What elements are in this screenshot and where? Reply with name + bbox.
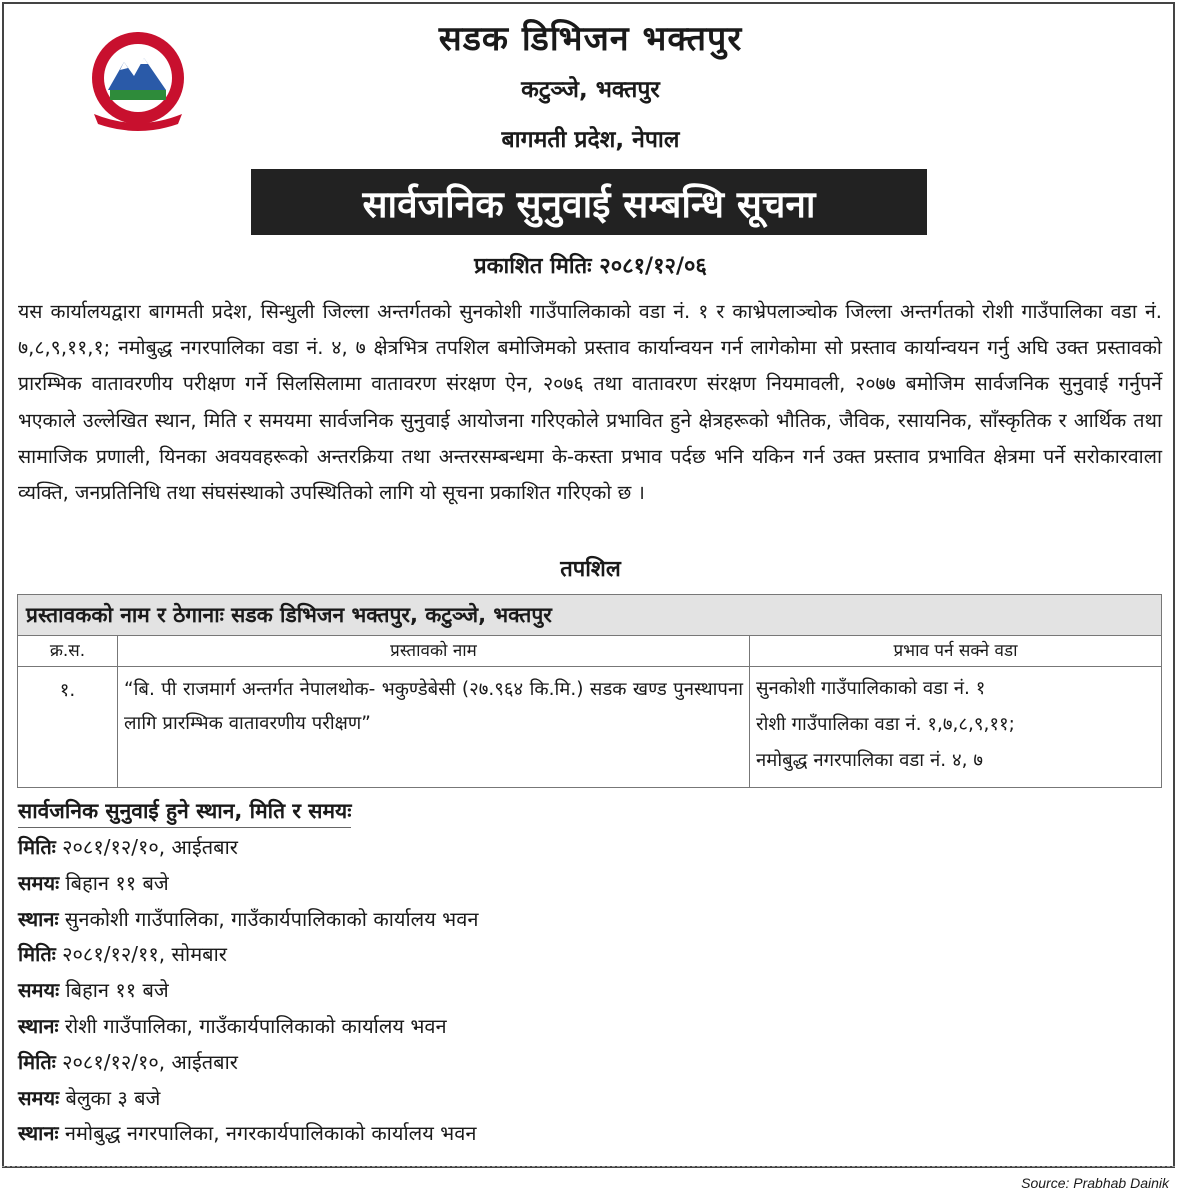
schedule-label: स्थानः <box>18 1121 59 1146</box>
schedule-item <box>18 1009 478 1045</box>
schedule-value: बेलुका ३ बजे <box>65 1085 161 1110</box>
row-sn: १. <box>18 667 118 787</box>
schedule-item <box>18 1045 478 1081</box>
table-row <box>18 667 1161 787</box>
schedule-item <box>18 1081 478 1117</box>
schedule-label: मितिः <box>18 835 56 859</box>
schedule-item <box>18 830 478 866</box>
schedule-item <box>18 973 478 1009</box>
schedule-item <box>18 866 478 902</box>
footer-divider <box>2 1166 1175 1167</box>
proposal-table <box>17 594 1162 788</box>
row-wards <box>750 667 1161 787</box>
row-proposal-name: “बि. पी राजमार्ग अन्तर्गत नेपालथोक- भकुण्डेबेसी (२७.९६४ कि.मि.) सडक खण्ड पुनस्थापना लागि प्रारम्भिक वातावरणीय परीक्षण” <box>118 667 750 787</box>
office-name: सडक डिभिजन भक्तपुर <box>438 19 743 59</box>
tapsil-heading: तपशिल <box>560 557 621 582</box>
schedule-list <box>18 830 478 1152</box>
published-date: प्रकाशित मितिः २०८१/१२/०६ <box>474 254 707 279</box>
office-location: कटुञ्जे, भक्तपुर <box>521 77 660 103</box>
schedule-value: २०८१/१२/१०, आईतबार <box>62 835 238 859</box>
column-header-name: प्रस्तावको नाम <box>118 636 750 666</box>
proposer-row: प्रस्तावकको नाम र ठेगानाः सडक डिभिजन भक्तपुर, कटुञ्जे, भक्तपुर <box>18 595 1161 636</box>
schedule-value: सुनकोशी गाउँपालिका, गाउँकार्यपालिकाको कार्यालय भवन <box>64 906 479 931</box>
schedule-item <box>18 937 478 973</box>
notice-paragraph: यस कार्यालयद्वारा बागमती प्रदेश, सिन्धुली जिल्ला अन्तर्गतको सुनकोशी गाउँपालिकाको वडा नं. १ र काभ्रेपलाञ्चोक जिल्ला अन्तर्गतको रोशी गाउँपालिका वडा नं. ७,८,९,११,१; नमोबुद्ध नगरपालिका वडा नं. ४, ७ क्षेत्रभित्र तपशिल बमोजिमको प्रस्ताव कार्यान्वयन गर्न लागेकोमा सो प्रस्ताव कार्यान्वयन गर्नु अघि उक्त प्रस्तावको प्रारम्भिक वातावरणीय परीक्षण गर्ने सिलसिलामा वातावरण संरक्षण ऐन, २०७६ तथा वातावरण संरक्षण नियमावली, २०७७ बमोजिम सार्वजनिक सुनुवाई गर्नुपर्ने भएकाले उल्लेखित स्थान, मिति र समयमा सार्वजनिक सुनुवाई आयोजना गरिएकोले प्रभावित हुने क्षेत्रहरूको भौतिक, जैविक, रसायनिक, साँस्कृतिक र आर्थिक तथा सामाजिक प्रणाली, यिनका अवयवहरूको अन्तरक्रिया तथा अन्तरसम्बन्धमा के-कस्ता प्रभाव पर्दछ भनि यकिन गर्न उक्त प्रस्ताव प्रभावित क्षेत्रमा पर्ने सरोकारवाला व्यक्ति, जनप्रतिनिधि तथा संघसंस्थाको उपस्थितिको लागि यो सूचना प्रकाशित गरिएको छ । <box>18 300 1162 505</box>
column-header-wards: प्रभाव पर्न सक्ने वडा <box>893 641 1018 661</box>
schedule-value: बिहान ११ बजे <box>65 870 169 895</box>
schedule-heading: सार्वजनिक सुनुवाई हुने स्थान, मिति र समयः <box>18 797 351 828</box>
schedule-label: मितिः <box>18 1049 56 1074</box>
schedule-value: २०८१/१२/१०, आईतबार <box>62 1049 238 1074</box>
schedule-value: नमोबुद्ध नगरपालिका, नगरकार्यपालिकाको कार्यालय भवन <box>64 1121 477 1146</box>
ward-line: सुनकोशी गाउँपालिकाको वडा नं. १ <box>756 678 986 699</box>
schedule-label: समयः <box>18 978 60 1003</box>
schedule-item <box>18 1116 478 1152</box>
column-header-sn: क्र.स. <box>18 636 118 666</box>
schedule-value: रोशी गाउँपालिका, गाउँकार्यपालिकाको कार्यालय भवन <box>64 1013 447 1038</box>
schedule-label: समयः <box>18 1085 60 1110</box>
schedule-label: मितिः <box>18 942 56 967</box>
notice-title-banner: सार्वजनिक सुनुवाई सम्बन्धि सूचना <box>251 169 927 235</box>
schedule-item <box>18 902 478 938</box>
ward-line: रोशी गाउँपालिका वडा नं. १,७,८,९,११; <box>756 714 1015 735</box>
schedule-value: २०८१/१२/११, सोमबार <box>62 942 227 967</box>
schedule-label: स्थानः <box>18 1013 59 1038</box>
ward-line: नमोबुद्ध नगरपालिका वडा नं. ४, ७ <box>756 750 983 771</box>
schedule-label: स्थानः <box>18 906 59 931</box>
schedule-label: समयः <box>18 870 60 895</box>
source-credit: Source: Prabhab Dainik <box>1021 1175 1169 1191</box>
schedule-value: बिहान ११ बजे <box>65 978 169 1003</box>
table-header-row <box>18 636 1161 667</box>
province-line: बागमती प्रदेश, नेपाल <box>501 127 680 153</box>
